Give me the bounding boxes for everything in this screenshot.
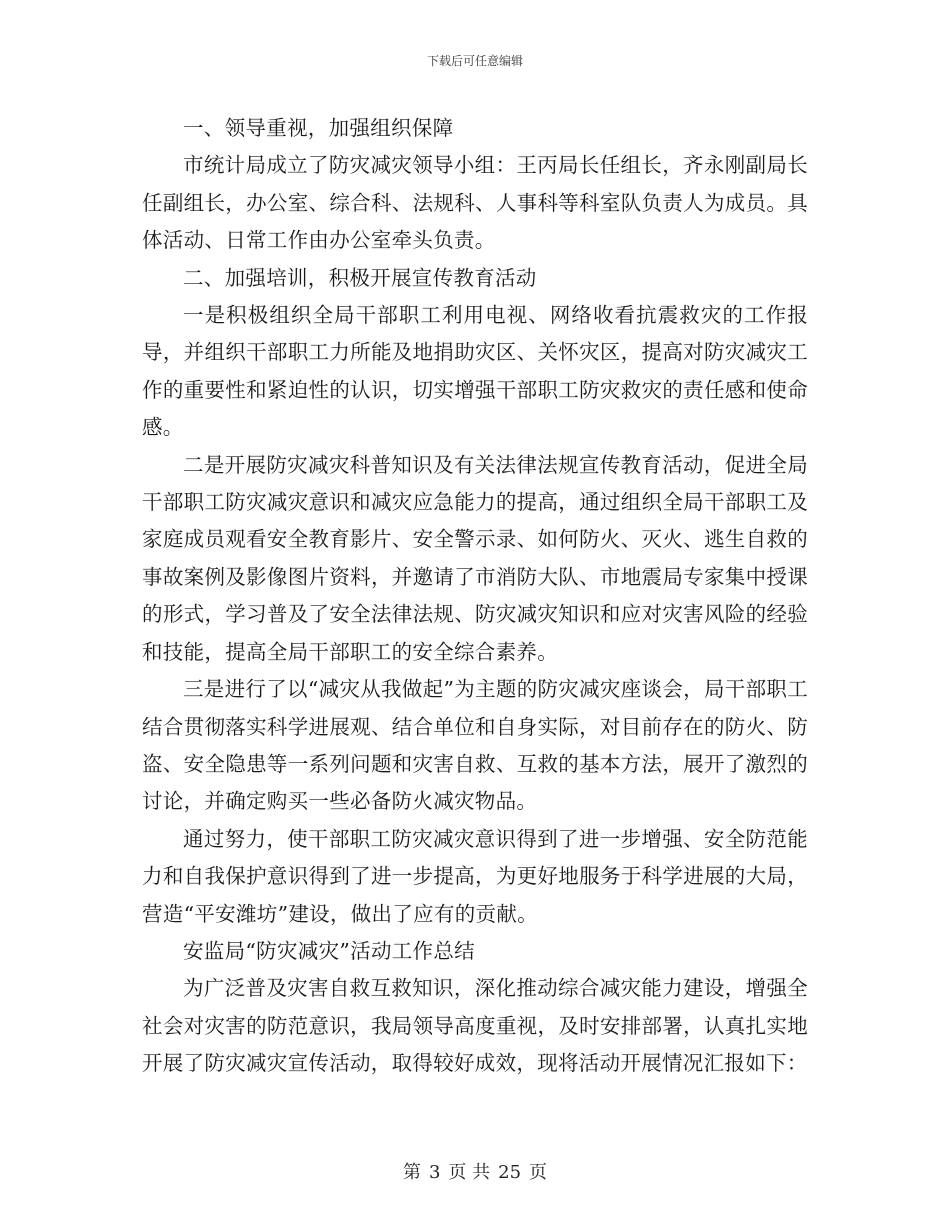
paragraph: 三是进行了以“减灾从我做起”为主题的防灾减灾座谈会，局干部职工结合贯彻落实科学进展观、结合单位和自身实际，对目前存在的防火、防盗、安全隐患等一系列问题和灾害自救、互救的基本方法，展开了激烈的讨论，并确定购买一些必备防火减灾物品。 xyxy=(142,677,808,814)
paragraph: 市统计局成立了防灾减灾领导小组：王丙局长任组长，齐永刚副局长任副组长，办公室、综合科、法规科、人事科等科室队负责人为成员。具体活动、日常工作由办公室牵头负责。 xyxy=(142,153,808,253)
page-header xyxy=(0,52,950,69)
footer-suffix: 页 xyxy=(529,1162,548,1183)
paragraph: 一是积极组织全局干部职工利用电视、网络收看抗震救灾的工作报导，并组织干部职工力所能及地捐助灾区、关怀灾区，提高对防灾减灾工作的重要性和紧迫性的认识，切实增强干部职工防灾救灾的责任感和使命感。 xyxy=(142,303,808,440)
page-footer xyxy=(0,1158,950,1184)
header-text: 下载后可任意编辑 xyxy=(426,54,523,68)
document-subtitle: 安监局“防灾减灾”活动工作总结 xyxy=(183,938,475,963)
paragraph: 二是开展防灾减灾科普知识及有关法律法规宣传教育活动，促进全局干部职工防灾减灾意识和减灾应急能力的提高，通过组织全局干部职工及家庭成员观看安全教育影片、安全警示录、如何防火、灭火、逃生自救的事故案例及影像图片资料，并邀请了市消防大队、市地震局专家集中授课的形式，学习普及了安全法律法规、防灾减灾知识和应对灾害风险的经验和技能，提高全局干部职工的安全综合素养。 xyxy=(142,452,808,664)
section-heading: 二、加强培训，积极开展宣传教育活动 xyxy=(183,265,537,290)
footer-middle: 页 共 xyxy=(448,1162,491,1183)
paragraph: 通过努力，使干部职工防灾减灾意识得到了进一步增强、安全防范能力和自我保护意识得到了进一步提高，为更好地服务于科学进展的大局，营造“平安潍坊”建设，做出了应有的贡献。 xyxy=(142,826,808,926)
section-heading: 一、领导重视，加强组织保障 xyxy=(183,116,454,140)
footer-prefix: 第 xyxy=(402,1162,421,1183)
footer-total-pages: 25 xyxy=(498,1162,522,1183)
footer-page-number: 3 xyxy=(428,1162,441,1183)
document-body xyxy=(142,110,808,1083)
paragraph: 为广泛普及灾害自救互救知识，深化推动综合减灾能力建设，增强全社会对灾害的防范意识，我局领导高度重视，及时安排部署，认真扎实地开展了防灾减灾宣传活动，取得较好成效，现将活动开展情况汇报如下： xyxy=(142,976,808,1076)
